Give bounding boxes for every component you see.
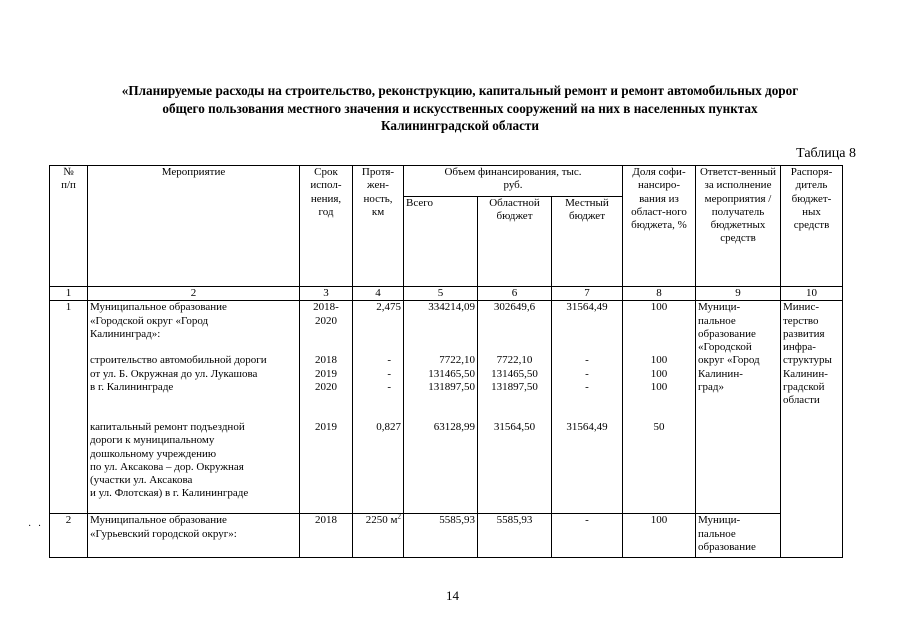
spacer bbox=[554, 328, 620, 341]
title-line-2: общего пользования местного значения и искусственных сооружений на них в населенных пунктах bbox=[162, 100, 758, 116]
spacer bbox=[406, 408, 475, 421]
spacer bbox=[554, 315, 620, 328]
spacer bbox=[554, 394, 620, 407]
header-term-text: Срок испол-нения, год bbox=[310, 166, 342, 218]
finance-table bbox=[49, 165, 843, 558]
cell-line: 31564,49 bbox=[566, 420, 608, 433]
header-manager-text: Распоря-дитель бюджет-ных средств bbox=[790, 166, 833, 232]
header-local-text: Местный бюджет bbox=[565, 197, 609, 223]
col-number: 7 bbox=[552, 287, 623, 301]
row-responsible bbox=[696, 301, 781, 514]
header-volume bbox=[404, 166, 623, 197]
event-line: в г. Калининграде bbox=[90, 381, 174, 394]
col-number: 2 bbox=[88, 287, 300, 301]
cell-line: пальное bbox=[698, 314, 736, 327]
row-term: 2018 bbox=[300, 514, 353, 558]
event-line: по ул. Аксакова – дор. Окружная bbox=[90, 460, 244, 473]
cell-line: градской bbox=[783, 381, 825, 394]
cell-line: «Городской bbox=[698, 341, 752, 354]
col-number: 4 bbox=[353, 287, 404, 301]
cell-line: 334214,09 bbox=[428, 301, 475, 314]
spacer bbox=[355, 328, 401, 341]
cell-line: 131897,50 bbox=[491, 381, 538, 394]
row-local bbox=[552, 301, 623, 514]
cell-line: 131465,50 bbox=[428, 367, 475, 380]
event-line: «Гурьевский городской округ»: bbox=[90, 527, 237, 540]
row-event bbox=[88, 514, 300, 558]
cell-line: - bbox=[387, 354, 391, 367]
margin-dots: · · bbox=[28, 521, 44, 532]
cell-line: образование bbox=[698, 327, 756, 340]
header-share bbox=[623, 166, 696, 287]
cell-line: 2019 bbox=[315, 420, 337, 433]
spacer bbox=[355, 315, 401, 328]
row-total bbox=[404, 301, 478, 514]
row-length bbox=[353, 301, 404, 514]
header-manager bbox=[781, 166, 843, 287]
row-regional bbox=[478, 301, 552, 514]
col-number: 3 bbox=[300, 287, 353, 301]
row-num: 2 bbox=[50, 514, 88, 558]
spacer bbox=[302, 341, 350, 354]
header-event: Мероприятие bbox=[88, 166, 300, 287]
col-number: 9 bbox=[696, 287, 781, 301]
spacer bbox=[355, 341, 401, 354]
row-num: 1 bbox=[50, 301, 88, 514]
header-share-text: Доля софи-нансиро-вания из област-ного бюджета, % bbox=[631, 166, 687, 232]
cell-line: Муници- bbox=[698, 301, 741, 314]
table-row bbox=[50, 301, 843, 514]
cell-line: 2018 bbox=[315, 354, 337, 367]
document-title bbox=[40, 82, 880, 135]
event-line: и ул. Флотская) в г. Калининграде bbox=[90, 487, 249, 500]
col-number: 6 bbox=[478, 287, 552, 301]
spacer bbox=[302, 408, 350, 421]
header-num-text: № п/п bbox=[61, 166, 76, 192]
spacer bbox=[355, 408, 401, 421]
cell-line: - bbox=[585, 354, 589, 367]
spacer bbox=[90, 394, 297, 407]
cell-line: - bbox=[585, 381, 589, 394]
cell-line: 0,827 bbox=[376, 420, 401, 433]
cell-line: 100 bbox=[650, 301, 668, 314]
cell-line: 2020 bbox=[315, 314, 337, 327]
event-line: (участки ул. Аксакова bbox=[90, 474, 193, 487]
event-line: строительство автомобильной дороги bbox=[90, 354, 267, 367]
cell-line: 131465,50 bbox=[491, 367, 538, 380]
row-manager bbox=[781, 301, 843, 558]
spacer bbox=[406, 341, 475, 354]
cell-line: инфра- bbox=[783, 341, 816, 354]
event-line: дошкольному учреждению bbox=[90, 447, 217, 460]
title-line-1: «Планируемые расходы на строительство, реконструкцию, капитальный ремонт и ремонт автомобильных дорог bbox=[121, 83, 799, 98]
col-number: 1 bbox=[50, 287, 88, 301]
spacer bbox=[625, 315, 693, 328]
row-regional: 5585,93 bbox=[478, 514, 552, 558]
spacer bbox=[90, 341, 297, 354]
spacer bbox=[625, 328, 693, 341]
spacer bbox=[554, 341, 620, 354]
cell-line: Минис- bbox=[783, 301, 819, 314]
length-superscript: 2 bbox=[397, 512, 401, 521]
title-line-3: Калининградской области bbox=[380, 118, 540, 133]
col-number: 10 bbox=[781, 287, 843, 301]
header-volume-text: Объем финансирования, тыс. руб. bbox=[444, 166, 582, 192]
row-responsible bbox=[696, 514, 781, 558]
cell-line: образование bbox=[698, 540, 756, 553]
spacer bbox=[554, 408, 620, 421]
cell-line: 131897,50 bbox=[428, 381, 475, 394]
spacer bbox=[480, 394, 549, 407]
col-number: 5 bbox=[404, 287, 478, 301]
header-length bbox=[353, 166, 404, 287]
spacer bbox=[480, 341, 549, 354]
row-local: - bbox=[552, 514, 623, 558]
event-line: дороги к муниципальному bbox=[90, 434, 215, 447]
row-event bbox=[88, 301, 300, 514]
row-share: 100 bbox=[623, 514, 696, 558]
cell-line: 31564,50 bbox=[493, 420, 536, 433]
spacer bbox=[406, 315, 475, 328]
cell-line: Муници- bbox=[698, 514, 741, 527]
header-regional-text: Областной бюджет bbox=[489, 197, 540, 223]
spacer bbox=[625, 408, 693, 421]
cell-line: области bbox=[783, 394, 820, 407]
spacer bbox=[90, 408, 297, 421]
row-term bbox=[300, 301, 353, 514]
cell-line: структуры bbox=[783, 354, 832, 367]
page-number: 14 bbox=[446, 588, 459, 603]
cell-line: развития bbox=[783, 327, 825, 340]
header-num bbox=[50, 166, 88, 287]
cell-line: град» bbox=[698, 381, 724, 394]
event-line: капитальный ремонт подъездной bbox=[90, 420, 245, 433]
cell-line: 2018- bbox=[313, 301, 339, 314]
spacer bbox=[302, 394, 350, 407]
cell-line: округ «Город bbox=[698, 354, 760, 367]
spacer bbox=[406, 328, 475, 341]
cell-line: 2020 bbox=[315, 381, 337, 394]
event-line: Муниципальное образование bbox=[90, 514, 227, 527]
header-regional bbox=[478, 197, 552, 287]
cell-line: 7722,10 bbox=[439, 354, 475, 367]
spacer bbox=[480, 328, 549, 341]
header-total: Всего bbox=[404, 197, 478, 287]
cell-line: 2019 bbox=[315, 367, 337, 380]
spacer bbox=[480, 408, 549, 421]
cell-line: - bbox=[387, 367, 391, 380]
cell-line: Калинин- bbox=[783, 367, 828, 380]
header-local bbox=[552, 197, 623, 287]
header-responsible bbox=[696, 166, 781, 287]
spacer bbox=[625, 394, 693, 407]
cell-line: пальное bbox=[698, 527, 736, 540]
cell-line: 2,475 bbox=[376, 301, 401, 314]
cell-line: 100 bbox=[650, 354, 668, 367]
event-line: от ул. Б. Окружная до ул. Лукашова bbox=[90, 367, 258, 380]
spacer bbox=[480, 315, 549, 328]
cell-line: 31564,49 bbox=[566, 301, 608, 314]
row-share bbox=[623, 301, 696, 514]
cell-line: Калинин- bbox=[698, 367, 743, 380]
col-number: 8 bbox=[623, 287, 696, 301]
row-total: 5585,93 bbox=[404, 514, 478, 558]
header-responsible-text: Ответст-венный за исполнение мероприятия / получатель бюджетных средств bbox=[699, 166, 777, 245]
spacer bbox=[406, 394, 475, 407]
cell-line: 100 bbox=[650, 381, 668, 394]
cell-line: - bbox=[387, 381, 391, 394]
spacer bbox=[355, 394, 401, 407]
header-length-text: Протя-жен-ность, км bbox=[361, 166, 395, 218]
event-line: «Городской округ «Город bbox=[90, 314, 209, 327]
column-number-row bbox=[50, 287, 843, 301]
header-term bbox=[300, 166, 353, 287]
length-value: 2250 м bbox=[365, 514, 398, 527]
cell-line: 63128,99 bbox=[433, 420, 475, 433]
event-line: Калининград»: bbox=[90, 327, 161, 340]
cell-line: терство bbox=[783, 314, 819, 327]
table-row bbox=[50, 514, 843, 558]
cell-line: 302649,6 bbox=[493, 301, 536, 314]
table-label: Таблица 8 bbox=[796, 146, 856, 161]
cell-line: 100 bbox=[650, 367, 668, 380]
event-line: Муниципальное образование bbox=[90, 301, 227, 314]
cell-line: - bbox=[585, 367, 589, 380]
row-length bbox=[353, 514, 404, 558]
spacer bbox=[302, 328, 350, 341]
cell-line: 50 bbox=[653, 420, 665, 433]
cell-line: 7722,10 bbox=[496, 354, 533, 367]
spacer bbox=[625, 341, 693, 354]
